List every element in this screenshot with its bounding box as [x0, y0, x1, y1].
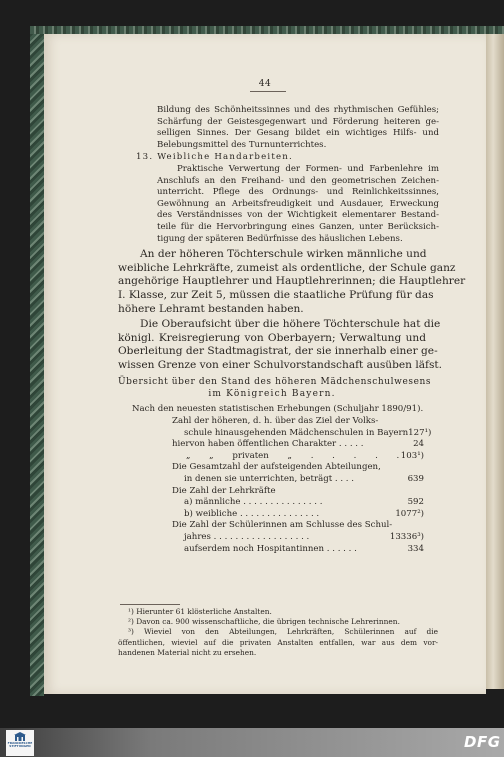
- table-row: [172, 427, 432, 440]
- text-line: angehörige Hauptlehrer und Hauptlehrerinnen; die Hauptlehrer: [118, 275, 466, 288]
- continuation-text: [157, 105, 439, 151]
- text-line: Schärfung der Geistesgegenwart und Förderung heiteren ge-: [157, 116, 439, 127]
- text-line: weibliche Lehrkräfte, zumeist als ordentliche, der Schule ganz: [118, 261, 456, 274]
- footnote: ³) Wieviel von den Abteilungen, Lehrkräften, Schülerinnen auf die: [128, 627, 438, 637]
- table-row: [172, 462, 424, 474]
- row-label: a) männliche . . . . . . . . . . . . . . .: [184, 497, 323, 508]
- row-label: „ „ privaten „ . . . . .: [186, 450, 400, 461]
- text-line: unterricht. Pflege des Ordnungs- und Reinlichkeitssinnes,: [157, 187, 439, 198]
- overview-source: [132, 404, 422, 416]
- row-value: 592: [407, 497, 424, 508]
- row-value: [392, 520, 424, 532]
- book-cover-edge-left: [30, 26, 44, 696]
- text-line: selligen Sinnes. Der Gesang bildet ein wichtiges Hilfs- und: [157, 128, 439, 139]
- table-row: [172, 544, 424, 556]
- logo-text: STIFTUNGEN: [9, 744, 31, 749]
- row-label: in denen sie unterrichten, beträgt . . . .: [184, 473, 355, 484]
- franckesche-stiftungen-logo[interactable]: [6, 730, 34, 756]
- text-line: Anschlufs an den Freihand- und den geometrischen Zeichen-: [157, 175, 439, 186]
- source-note: Nach den neuesten statistischen Erhebungen (Schuljahr 1890/91).: [132, 404, 424, 414]
- text-line: Praktische Verwertung der Formen- und Farbenlehre im: [177, 164, 439, 174]
- table-row: [172, 416, 424, 428]
- footnote: ¹) Hierunter 61 klösterliche Anstalten.: [128, 607, 272, 616]
- row-value: [376, 486, 424, 498]
- row-label: hiervon haben öffentlichen Charakter . . . . .: [172, 439, 364, 450]
- page-number-rule: [250, 91, 286, 92]
- overview-title: [118, 376, 432, 400]
- table-row: [172, 497, 424, 509]
- row-value: 334: [407, 543, 424, 554]
- statistics-table: [172, 416, 432, 555]
- table-row: [172, 520, 424, 532]
- overview-title-line: Übersicht über den Stand des höheren Mädchenschulwesens: [118, 377, 432, 387]
- dfg-logo[interactable]: DFG: [464, 733, 501, 751]
- row-label: Die Zahl der Schülerinnen am Schlusse des Schul-: [172, 520, 393, 531]
- row-value: 13336³): [389, 531, 424, 542]
- logo-text: FRANCKESCHE: [7, 741, 33, 745]
- paragraph-teachers: [118, 248, 466, 317]
- row-value: [378, 416, 424, 428]
- page-stack-edge: [486, 34, 504, 689]
- row-label: Die Gesamtzahl der aufsteigenden Abteilungen,: [172, 462, 381, 473]
- footnote-rule: [120, 604, 180, 605]
- table-row: [172, 451, 424, 463]
- footnotes: [118, 607, 438, 658]
- table-row: [172, 532, 424, 544]
- text-line: Bildung des Schönheitssinnes und des rhythmischen Gefühles;: [157, 105, 439, 115]
- row-label: schule hinausgehenden Mädchenschulen in Bayern: [184, 427, 409, 438]
- text-line: teile für die Hervorbringung eines Ganzen, unter Berücksich-: [157, 221, 439, 232]
- book-page: [44, 34, 486, 694]
- row-value: 1077²): [395, 508, 424, 519]
- text-line: An der höheren Töchterschule wirken männliche und: [140, 248, 427, 260]
- footnote: öffentlichen, wieviel auf die privaten Anstalten entfallen, war aus dem vor-: [118, 637, 438, 647]
- viewer-footer-bar: [0, 728, 504, 757]
- row-label: b) weibliche . . . . . . . . . . . . . . .: [184, 508, 320, 519]
- table-row: [172, 439, 424, 451]
- row-value: 24: [413, 439, 424, 450]
- text-line: Belebungsmittel des Turnunterrichtes.: [157, 139, 327, 150]
- overview-title-line: im Königreich Bayern.: [208, 389, 336, 399]
- text-line: des Verständnisses von der Wichtigkeit elementarer Bestand-: [157, 210, 439, 221]
- row-value: [381, 462, 424, 474]
- text-line: Oberleitung der Stadtmagistrat, der sie innerhalb einer ge-: [118, 345, 438, 358]
- section-heading: 13. Weibliche Handarbeiten.: [136, 152, 293, 162]
- footnote: ²) Davon ca. 900 wissenschaftliche, die übrigen technische Lehrerinnen.: [128, 617, 400, 627]
- footnote: handenen Material nicht zu ersehen.: [118, 647, 257, 657]
- text-line: I. Klasse, zur Zeit 5, müssen die staatliche Prüfung für das: [118, 289, 434, 302]
- item-13-text: [157, 164, 439, 245]
- text-line: höhere Lehramt bestanden haben.: [118, 302, 304, 315]
- item-13-heading: [136, 152, 376, 164]
- row-label: Zahl der höheren, d. h. über das Ziel der Volks-: [172, 416, 379, 426]
- row-label: jahres . . . . . . . . . . . . . . . . . .: [184, 531, 310, 542]
- text-line: Gewöhnung an Arbeitsfreudigkeit und Ausdauer, Erweckung: [157, 198, 439, 209]
- text-line: wissen Grenze von einer Schulvorstandschaft ausüben läfst.: [118, 359, 443, 372]
- row-value: 127¹): [408, 427, 432, 438]
- table-row: [172, 474, 424, 486]
- text-line: königl. Kreisregierung von Oberbayern; Verwaltung und: [118, 331, 426, 344]
- row-value: 103¹): [400, 450, 424, 461]
- row-label: Die Zahl der Lehrkräfte: [172, 485, 276, 496]
- text-line: Die Oberaufsicht über die höhere Töchterschule hat die: [140, 318, 441, 330]
- page-number: 44: [258, 79, 272, 89]
- table-row: [172, 486, 424, 498]
- row-value: 639: [407, 473, 424, 484]
- text-line: tigung der späteren Bedürfnisse des häuslichen Lebens.: [157, 233, 403, 244]
- paragraph-supervision: [118, 318, 443, 373]
- row-label: aufserdem noch Hospitantinnen . . . . . .: [184, 543, 357, 554]
- book-cover-edge-top: [30, 26, 504, 34]
- table-row: [172, 509, 424, 521]
